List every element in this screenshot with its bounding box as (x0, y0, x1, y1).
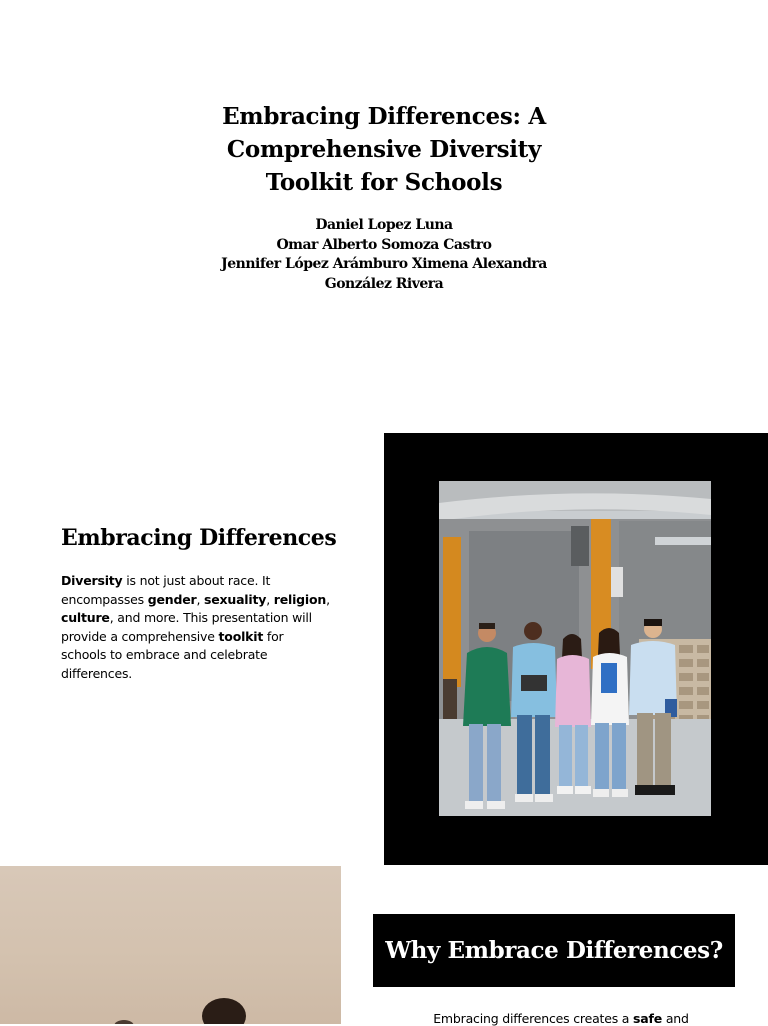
author-line: Jennifer López Arámburo Ximena Alexandra (221, 256, 547, 272)
keyword-safe: safe (633, 1011, 663, 1026)
section-body (61, 572, 331, 683)
author-line: González Rivera (324, 275, 444, 292)
body-text: , and more. This presentation will provide a comprehensive (61, 610, 312, 644)
keyword-religion: religion (273, 591, 327, 607)
title-line: Toolkit for Schools (265, 169, 503, 196)
keyword-culture: culture (61, 610, 110, 625)
body-text: is not just about race. It encompasses (61, 573, 271, 607)
body-text: , (326, 591, 330, 607)
keyword-gender: gender (147, 591, 197, 607)
person-photo-illustration (0, 866, 341, 1024)
title-slide (0, 0, 768, 400)
keyword-diversity: Diversity (61, 573, 123, 588)
why-embrace-slide (0, 866, 768, 1024)
keyword-toolkit: toolkit (218, 628, 264, 644)
heading-box (373, 914, 735, 987)
body-text: and (662, 1011, 689, 1026)
students-photo-illustration (439, 481, 711, 816)
author-line: Daniel Lopez Luna (315, 217, 453, 233)
title-line: Comprehensive Diversity (226, 136, 542, 163)
photo-panel (384, 433, 768, 865)
section-heading: Embracing Differences (61, 525, 337, 551)
section-heading: Why Embrace Differences? (385, 937, 723, 964)
person-photo (0, 866, 341, 1024)
embracing-differences-slide (0, 433, 768, 865)
body-text: for schools to embrace and celebrate differences. (61, 628, 284, 681)
students-group-photo (439, 481, 711, 816)
title-line: Embracing Differences: A (222, 103, 546, 130)
keyword-sexuality: sexuality (203, 591, 267, 607)
author-line: Omar Alberto Somoza Castro (276, 236, 492, 253)
author-list (164, 216, 604, 294)
body-text: , (196, 591, 204, 607)
body-text: Embracing differences creates a (433, 1011, 634, 1026)
page-title (184, 100, 584, 199)
body-text: , (266, 591, 274, 607)
